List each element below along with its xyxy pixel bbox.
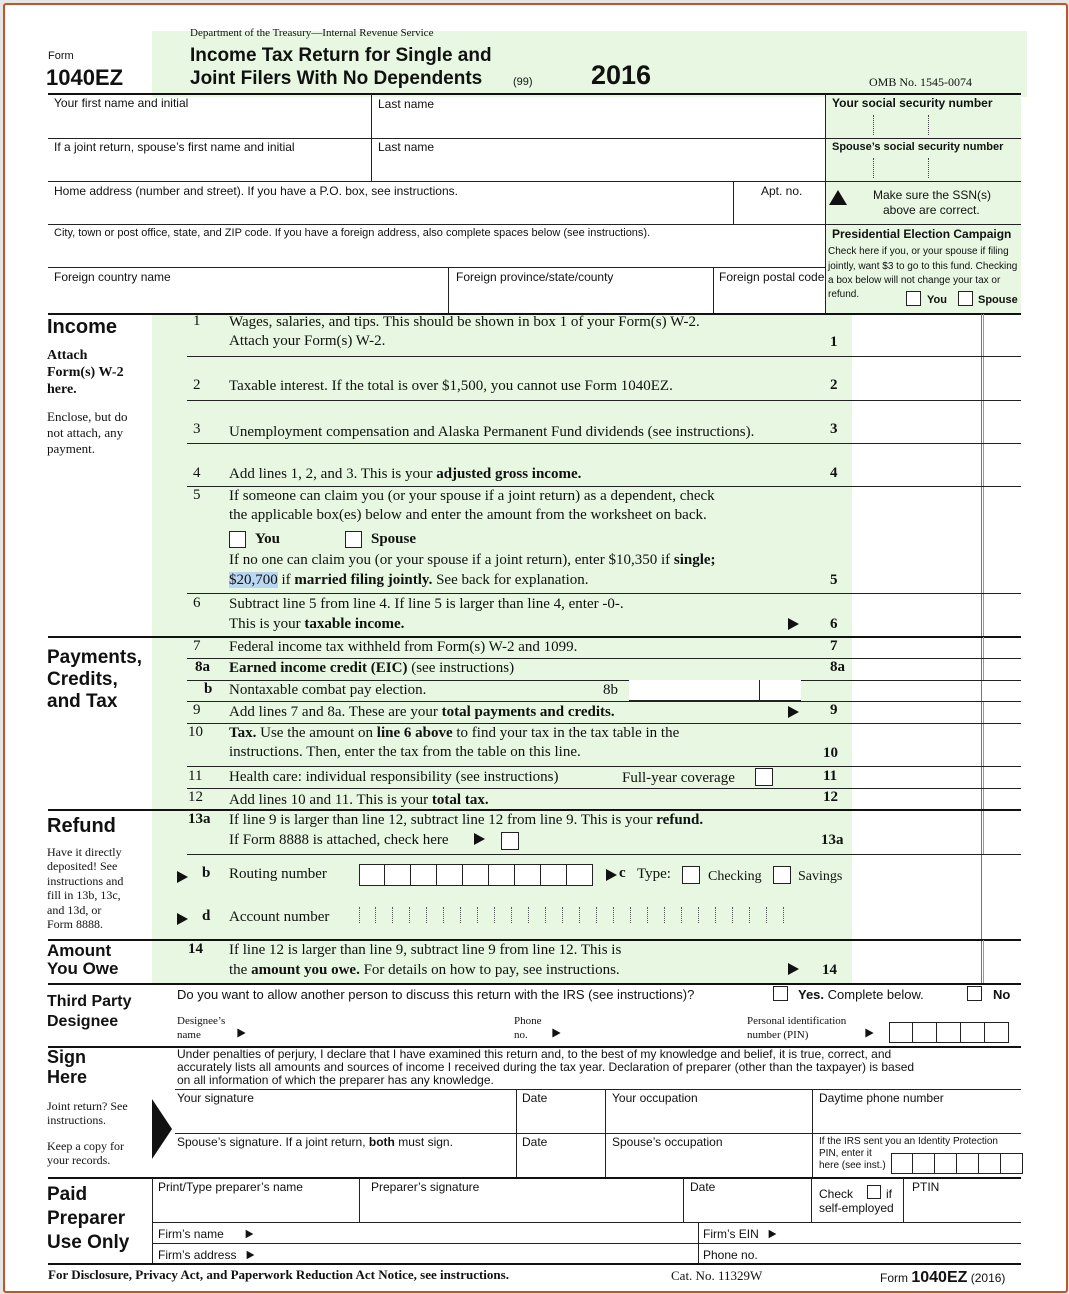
designee-yes-checkbox[interactable] (773, 986, 788, 1001)
routing-number-input[interactable] (359, 864, 593, 886)
line11-amount-input[interactable] (853, 767, 1023, 788)
city-label: City, town or post office, state, and ZIP code. If you have a foreign address, also complete spaces below (see instructions). (54, 227, 651, 239)
line3-box-number: 3 (830, 421, 838, 437)
form-title-line2: Joint Filers With No Dependents (190, 68, 483, 89)
line8b-text: Nontaxable combat pay election. (229, 682, 427, 698)
self-employed-if-label: if (886, 1187, 892, 1201)
your-signature-input[interactable] (177, 1107, 511, 1131)
line4-box-number: 4 (830, 465, 838, 481)
line2-box-number: 2 (830, 377, 838, 393)
firm-address-arrow-icon (247, 1251, 255, 1259)
line13a-text1: If line 9 is larger than line 12, subtract line 12 from line 9. This is your refund. (229, 812, 704, 828)
routing-number-label: Routing number (229, 866, 327, 882)
spouse-occupation-label: Spouse’s occupation (612, 1135, 723, 1149)
line8a-amount-input[interactable] (853, 659, 1023, 680)
firm-name-label: Firm’s name (158, 1227, 224, 1241)
foreign-country-input[interactable] (53, 285, 443, 311)
designee-phone-label1: Phone (514, 1015, 542, 1027)
checking-label: Checking (708, 869, 762, 884)
designee-phone-arrow-icon (552, 1029, 560, 1038)
line6-arrow-icon (788, 618, 799, 630)
spouse-last-name-label: Last name (378, 140, 435, 154)
line10-amount-input[interactable] (853, 724, 1023, 766)
line12-amount-input[interactable] (853, 789, 1023, 809)
apt-input[interactable] (737, 199, 821, 222)
sign-date-input2[interactable] (521, 1151, 601, 1175)
ssn-note-line1: Make sure the SSN(s) (873, 188, 992, 202)
line3-amount-input[interactable] (853, 401, 1023, 443)
line7-box-number: 7 (830, 638, 838, 654)
line12-text: Add lines 10 and 11. This is your total tax. (229, 792, 489, 808)
penalty-text1: Under penalties of perjury, I declare that I have examined this return and, to the best of my knowledge and belief, it is true, correct, and (177, 1047, 892, 1061)
penalty-text2: accurately lists all amounts and sources of income I received during the tax year. Declaration of preparer (other than the taxpayer) is based (177, 1060, 915, 1074)
line4-number: 4 (193, 465, 201, 481)
line14-arrow-icon (788, 963, 799, 975)
line8a-number: 8a (195, 659, 210, 675)
form8888-checkbox[interactable] (501, 832, 519, 850)
pec-you-label: You (927, 294, 947, 306)
line9-arrow-icon (788, 706, 799, 718)
omb-number: OMB No. 1545-0074 (869, 75, 973, 89)
ptin-input[interactable] (909, 1196, 1019, 1220)
designee-phone-input[interactable] (579, 1025, 734, 1043)
line7-amount-input[interactable] (853, 637, 1023, 658)
line5-amount-highlight: $20,700 (229, 572, 278, 588)
spouse-first-name-input[interactable] (53, 155, 365, 179)
payments-title2: Credits, (47, 669, 118, 690)
refund-note1: Have it directly (47, 845, 122, 859)
last-name-label: Last name (378, 97, 435, 111)
line13a-number: 13a (188, 811, 211, 827)
line2-amount-input[interactable] (853, 357, 1023, 400)
daytime-phone-label: Daytime phone number (819, 1091, 944, 1105)
sign-arrow-icon (152, 1099, 172, 1159)
preparer-title1: Paid (47, 1184, 88, 1205)
refund-note3: instructions and (47, 874, 124, 888)
spouse-ssn-input[interactable] (873, 158, 929, 178)
firm-ein-label: Firm’s EIN (703, 1227, 759, 1241)
home-address-label: Home address (number and street). If you have a P.O. box, see instructions. (54, 184, 458, 198)
header-rule (48, 93, 1021, 95)
designee-pin-input[interactable] (889, 1022, 1009, 1043)
line12-box-number: 12 (823, 789, 838, 805)
designee-name-input[interactable] (268, 1025, 498, 1043)
line5-spouse-checkbox[interactable] (345, 531, 362, 548)
home-address-input[interactable] (53, 199, 729, 222)
amount-owe-title2: You Owe (47, 959, 119, 978)
line12-number: 12 (188, 789, 203, 805)
self-employed-checkbox[interactable] (867, 1185, 881, 1199)
designee-no-checkbox[interactable] (967, 986, 982, 1001)
form-title-line1: Income Tax Return for Single and (190, 45, 492, 66)
line8a-box-number: 8a (830, 659, 845, 675)
pec-you-checkbox[interactable] (906, 291, 921, 306)
sign-note1: Joint return? See (47, 1099, 128, 1113)
spouse-signature-label: Spouse’s signature. If a joint return, both must sign. (177, 1135, 453, 1149)
designee-no-label: No (993, 987, 1011, 1002)
spouse-occupation-input[interactable] (611, 1151, 807, 1175)
pec-line2: jointly, want $3 to go to this fund. Checking (828, 261, 1018, 272)
line14-text2: the amount you owe. For details on how to pay, see instructions. (229, 962, 620, 978)
savings-label: Savings (798, 869, 843, 884)
line13a-box-number: 13a (821, 832, 844, 848)
your-occupation-input[interactable] (611, 1107, 807, 1131)
refund-note6: Form 8888. (47, 917, 104, 931)
line5-you-checkbox[interactable] (229, 531, 246, 548)
line2-number: 2 (193, 377, 201, 393)
designee-title2: Designee (47, 1013, 119, 1030)
first-name-input[interactable] (53, 111, 365, 136)
line8b-amount-input[interactable] (629, 680, 801, 701)
ptin-label: PTIN (912, 1180, 940, 1194)
line5-text1: If someone can claim you (or your spouse if a joint return) as a dependent, check (229, 488, 715, 504)
footer-notice: For Disclosure, Privacy Act, and Paperwork Reduction Act Notice, see instructions. (48, 1267, 509, 1282)
preparer-phone-label: Phone no. (703, 1248, 758, 1262)
city-input[interactable] (53, 241, 821, 265)
ssn-label: Your social security number (832, 96, 993, 110)
line8a-text: Earned income credit (EIC) (see instructions) (229, 660, 515, 676)
line5-text4: $20,700 if married filing jointly. See back for explanation. (229, 572, 589, 588)
line10-text1: Tax. Use the amount on line 6 above to find your tax in the tax table in the (229, 725, 680, 741)
firm-address-input[interactable] (260, 1245, 692, 1262)
checking-checkbox[interactable] (682, 866, 700, 884)
line11-box-number: 11 (823, 768, 838, 784)
line6-number: 6 (193, 595, 201, 611)
sign-date-input1[interactable] (521, 1107, 601, 1131)
spouse-ssn-label: Spouse’s social security number (832, 141, 1004, 153)
payments-title3: and Tax (47, 691, 118, 712)
type-arrow-icon (606, 869, 617, 881)
apt-label: Apt. no. (761, 184, 803, 198)
form8888-arrow-icon (474, 833, 485, 845)
attach-note2: Form(s) W-2 (47, 365, 124, 380)
line10-number: 10 (188, 724, 203, 740)
form-page (3, 3, 1068, 1293)
line5-number: 5 (193, 487, 201, 503)
enclose-note1: Enclose, but do (47, 409, 128, 424)
line13c-number: c (619, 865, 626, 881)
line14-text1: If line 12 is larger than line 9, subtract line 9 from line 12. This is (229, 942, 622, 958)
line13a-amount-input[interactable] (853, 811, 1023, 854)
amount-owe-title1: Amount (47, 941, 112, 960)
line1-number: 1 (193, 313, 201, 329)
preparer-name-input[interactable] (157, 1196, 355, 1220)
pec-spouse-checkbox[interactable] (958, 291, 973, 306)
preparer-signature-input[interactable] (365, 1196, 679, 1220)
line11-number: 11 (188, 768, 203, 784)
ip-pin-note2: PIN, enter it (819, 1148, 872, 1159)
spouse-first-name-label: If a joint return, spouse’s first name and initial (54, 140, 295, 154)
designee-pin-arrow-icon (865, 1029, 873, 1038)
line14-box-number: 14 (822, 962, 837, 978)
department: Department of the Treasury—Internal Revenue Service (190, 27, 434, 39)
preparer-title2: Preparer (47, 1208, 126, 1229)
refund-note5: and 13d, or (47, 903, 102, 917)
line4-amount-input[interactable] (853, 444, 1023, 486)
account-number-label: Account number (229, 909, 330, 925)
form-number: 1040EZ (46, 65, 124, 90)
last-name-input[interactable] (377, 111, 817, 136)
line3-number: 3 (193, 421, 201, 437)
firm-ein-input[interactable] (783, 1224, 1019, 1241)
designee-name-label2: name (177, 1029, 201, 1041)
attach-note1: Attach (47, 348, 88, 363)
preparer-date-input[interactable] (689, 1196, 807, 1220)
firm-address-label: Firm’s address (158, 1248, 237, 1262)
line14-number: 14 (188, 941, 203, 957)
line11-text: Health care: individual responsibility (see instructions) (229, 769, 559, 785)
line5-you-label: You (255, 531, 281, 547)
pec-line1: Check here if you, or your spouse if filing (828, 246, 1009, 257)
line7-number: 7 (193, 638, 201, 654)
daytime-phone-input[interactable] (818, 1107, 1018, 1131)
line1-text2: Attach your Form(s) W-2. (229, 333, 386, 349)
sign-note2: instructions. (47, 1113, 106, 1127)
enclose-note3: payment. (47, 441, 96, 456)
full-year-coverage-checkbox[interactable] (755, 768, 773, 786)
line8b-box-label: 8b (603, 682, 618, 698)
self-employed-label: self-employed (819, 1201, 894, 1215)
line13b-number: b (202, 865, 211, 881)
warning-triangle-icon (829, 190, 847, 205)
line1-box-number: 1 (830, 334, 838, 350)
line10-text2: instructions. Then, enter the tax from the table on this line. (229, 744, 581, 760)
first-name-label: Your first name and initial (54, 96, 189, 110)
your-signature-label: Your signature (177, 1091, 254, 1105)
designee-yes-label: Yes. Complete below. (798, 987, 924, 1002)
line6-text1: Subtract line 5 from line 4. If line 5 is larger than line 4, enter -0-. (229, 596, 624, 612)
refund-note4: fill in 13b, 13c, (47, 888, 121, 902)
line5-amount-input[interactable] (853, 487, 1023, 593)
designee-title1: Third Party (47, 993, 132, 1010)
savings-checkbox[interactable] (773, 866, 791, 884)
line9-amount-input[interactable] (853, 702, 1023, 723)
income-section-title: Income (47, 316, 118, 338)
foreign-country-label: Foreign country name (54, 270, 171, 284)
ip-pin-input[interactable] (891, 1153, 1023, 1174)
sign-date-label2: Date (522, 1135, 548, 1149)
self-employed-check-label: Check (819, 1187, 854, 1201)
line9-number: 9 (193, 702, 201, 718)
line4-text: Add lines 1, 2, and 3. This is your adjusted gross income. (229, 466, 582, 482)
firm-name-input[interactable] (260, 1224, 692, 1241)
preparer-name-label: Print/Type preparer’s name (158, 1180, 303, 1194)
ip-pin-note3: here (see inst.) (819, 1160, 886, 1171)
designee-name-arrow-icon (237, 1029, 245, 1038)
ssn-input[interactable] (873, 115, 929, 135)
line5-spouse-label: Spouse (371, 531, 417, 547)
line3-text: Unemployment compensation and Alaska Permanent Fund dividends (see instructions). (229, 424, 755, 440)
foreign-postal-input[interactable] (717, 285, 821, 311)
line7-text: Federal income tax withheld from Form(s) W-2 and 1099. (229, 639, 578, 655)
designee-name-label1: Designee’s (177, 1015, 226, 1027)
ssn-note-line2: above are correct. (883, 203, 980, 217)
payments-title1: Payments, (47, 647, 143, 668)
catalog-number: Cat. No. 11329W (671, 1268, 763, 1283)
designee-pin-label1: Personal identification (747, 1015, 847, 1027)
footer-form-id: Form 1040EZ (2016) (880, 1269, 1006, 1286)
preparer-title3: Use Only (47, 1232, 130, 1253)
refund-title: Refund (47, 815, 116, 837)
preparer-phone-input[interactable] (765, 1245, 1019, 1262)
line10-box-number: 10 (823, 745, 838, 761)
designee-pin-label2: number (PIN) (747, 1029, 809, 1041)
account-number-input[interactable] (359, 907, 784, 923)
line9-box-number: 9 (830, 702, 838, 718)
sign-note3: Keep a copy for (47, 1139, 124, 1153)
line6-box-number: 6 (830, 616, 838, 632)
pec-line3: a box below will not change your tax or (828, 275, 1001, 286)
line2-text: Taxable interest. If the total is over $1,500, you cannot use Form 1040EZ. (229, 378, 673, 394)
attach-note3: here. (47, 382, 77, 397)
foreign-province-input[interactable] (455, 285, 707, 311)
line6-text2: This is your taxable income. (229, 616, 405, 632)
refund-note2: deposited! See (47, 859, 118, 873)
foreign-province-label: Foreign province/state/county (456, 270, 614, 284)
enclose-note2: not attach, any (47, 425, 124, 440)
line13d-number: d (202, 908, 211, 924)
pec-spouse-label: Spouse (978, 294, 1018, 306)
spouse-signature-input[interactable] (177, 1151, 511, 1175)
full-year-coverage-label: Full-year coverage (622, 770, 735, 786)
sign-here-title1: Sign (47, 1047, 86, 1067)
designee-phone-label2: no. (514, 1029, 528, 1041)
line1-amount-input[interactable] (853, 314, 1023, 356)
form-word: Form (48, 50, 74, 62)
preparer-date-label: Date (690, 1180, 716, 1194)
tax-year: 2016 (591, 60, 652, 90)
form-code: (99) (513, 76, 533, 88)
line1-text1: Wages, salaries, and tips. This should be shown in box 1 of your Form(s) W-2. (229, 314, 700, 330)
sign-date-label1: Date (522, 1091, 548, 1105)
spouse-last-name-input[interactable] (377, 155, 817, 179)
account-arrow-icon (177, 913, 188, 925)
line9-text: Add lines 7 and 8a. These are your total payments and credits. (229, 704, 615, 720)
pec-title: Presidential Election Campaign (832, 227, 1012, 241)
line13a-text2: If Form 8888 is attached, check here (229, 832, 449, 848)
designee-question: Do you want to allow another person to discuss this return with the IRS (see instructions)? (177, 987, 695, 1002)
line6-amount-input[interactable] (853, 594, 1023, 636)
account-type-label: Type: (637, 866, 671, 882)
line8b-number: b (204, 681, 213, 697)
ip-pin-note1: If the IRS sent you an Identity Protection (819, 1136, 998, 1147)
preparer-signature-label: Preparer’s signature (371, 1180, 480, 1194)
foreign-postal-label: Foreign postal code (719, 270, 825, 284)
line5-box-number: 5 (830, 572, 838, 588)
line5-text2: the applicable box(es) below and enter the amount from the worksheet on back. (229, 507, 707, 523)
penalty-text3: on all information of which the preparer has any knowledge. (177, 1073, 494, 1087)
line5-text3: If no one can claim you (or your spouse if a joint return), enter $10,350 if single; (229, 552, 716, 568)
your-occupation-label: Your occupation (612, 1091, 698, 1105)
firm-name-arrow-icon (246, 1230, 254, 1238)
pec-line4: refund. (828, 289, 860, 300)
firm-ein-arrow-icon (769, 1230, 777, 1238)
line14-amount-input[interactable] (853, 940, 1023, 983)
sign-note4: your records. (47, 1153, 111, 1167)
sign-here-title2: Here (47, 1067, 88, 1087)
routing-arrow-icon (177, 871, 188, 883)
